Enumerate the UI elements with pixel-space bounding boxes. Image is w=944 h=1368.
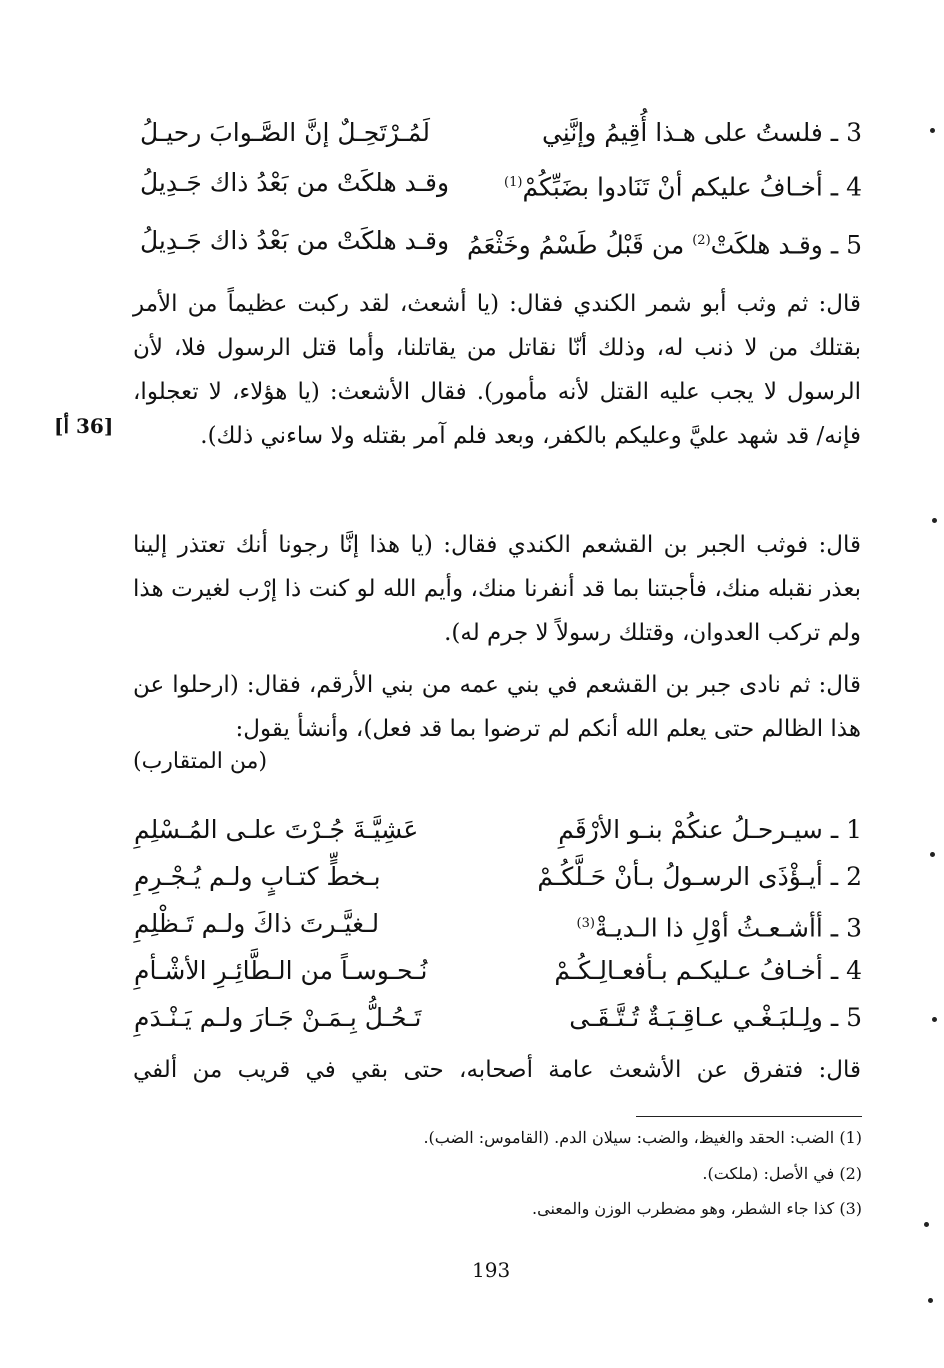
scan-speck (930, 852, 935, 857)
prose-paragraph: قال: فتفرق عن الأشعث عامة أصحابه، حتى بقي في قريب من ألفي (133, 1057, 861, 1083)
verse-second-hemistich: لـغيَّـرتَ ذاكَ ولـم تَـظْلِمِ (134, 909, 380, 938)
footnote-ref: (1) (504, 175, 523, 190)
footnote: (1) الضب: الحقد والغيظ، والضب: سيلان الدم. (القاموس: الضب). (423, 1128, 862, 1147)
verse-line (134, 852, 862, 902)
verse-first-hemistich: 4 ـ أخـافُ عليكم أنْ تَنَادوا بضَبِّكُمْ$^{(1)}$ (504, 172, 862, 202)
verse-line (134, 946, 862, 996)
verse-second-hemistich: بـخطٍّ كتـابٍ ولـم يُـجْـرِمِ (134, 862, 381, 891)
footnote-divider (636, 1116, 862, 1117)
verse-second-hemistich: عَشِيَّـةَ جُـرْتَ علـى المُـسْلِمِ (134, 815, 419, 844)
scan-speck (930, 128, 935, 133)
prose-paragraph: قال: فوثب الجبر بن القشعم الكندي فقال: (يا هذا إنَّا رجونا أنك تعتذر إلينا بعذر نقبله منك، فأجبتنا بما قد أنفرنا منك، وأيم الله لو كنت ذا إرْب لغيرت هذا ولم تركب العدوان، وقتلك رسولاً لا جرم له). (133, 532, 861, 646)
verse-line (140, 216, 862, 266)
verse-second-hemistich: لَمُـرْتَحِـلٌ إنَّ الصَّـوابَ رحيـلُ (140, 118, 430, 147)
prose-paragraph: قال: ثم نادى جبر بن القشعم في بني عمه من بني الأرقم، فقال: (ارحلوا عن هذا الظالم حتى يعلم الله أنكم لم ترضوا بما قد فعل)، وأنشأ يقول: (133, 672, 861, 742)
verse-second-hemistich: تَـحُـلُّ بِـمَـنْ جَـارَ ولـم يَـنْـدَمِ (134, 1003, 422, 1032)
footnote-ref: (2) (692, 233, 711, 248)
scan-speck (932, 1017, 937, 1022)
verse-first-hemistich: 3 ـ أأشـعـثُ أوْلِ ذا الـديـةْ$^{(3)}$ (576, 913, 862, 943)
verse-first-hemistich: 5 ـ ولِـلبَـغْـي عـاقِـبَـةٌ تُـتَّـقَـى (569, 1003, 862, 1032)
prose-paragraph: قال: ثم وثب أبو شمر الكندي فقال: (يا أشعث، لقد ركبت عظيماً من الأمر بقتلك من لا ذنب له، وذلك أنّا نقاتل من يقاتلنا، وأما قتل الرسول فلا، لأن الرسول لا يجب عليه القتل لأنه مأمور). فقال الأشعث: (يا هؤلاء، لا تعجلوا، فإنه/ قد شهد عليَّ وعليكم بالكفر، وبعد فلم آمر بقتله ولا ساءني ذلك). (133, 291, 861, 449)
verse-first-hemistich: 1 ـ سيـرحـلُ عنكُمْ بنـو الأرْقَمِ (558, 815, 862, 844)
page-number: 193 (472, 1258, 511, 1282)
scan-speck (932, 518, 937, 523)
footnote: (3) كذا جاء الشطر، وهو مضطرب الوزن والمعنى. (532, 1199, 862, 1218)
footnote: (2) في الأصل: (ملكت). (702, 1164, 862, 1183)
verse-line (134, 993, 862, 1043)
verse-first-hemistich: 3 ـ فلستُ على هـذا أُقِيمُ وإنَّنِي (541, 118, 862, 147)
footnote-ref: (3) (576, 916, 595, 931)
verse-line (134, 805, 862, 855)
poetic-meter-label: (من المتقارب) (133, 749, 268, 774)
verse-second-hemistich: نُـحـوسـاً من الـطَّائِـرِ الأشْـأمِ (134, 956, 428, 985)
verse-first-hemistich: 4 ـ أخـافُ عـليكـم بـأفعـالِـكُـمْ (554, 956, 862, 985)
verse-first-hemistich: 5 ـ وقـد هلكَتْ$^{(2)}$ من قَبْلُ طَسْمُ وخَثْعَمُ (466, 230, 862, 260)
verse-line (134, 899, 862, 949)
verse-second-hemistich: وقـد هلكَتْ من بَعْدُ ذاك جَـدِيلُ (140, 226, 450, 255)
verse-second-hemistich: وقـد هلكَتْ من بَعْدُ ذاك جَـدِيلُ (140, 168, 450, 197)
verse-line (140, 158, 862, 208)
verse-line (140, 108, 862, 158)
verse-first-hemistich: 2 ـ أيـؤْذَى الرسـولُ بـأنْ حَـلَّكُـمْ (537, 862, 862, 891)
scan-speck (924, 1222, 929, 1227)
scan-speck (928, 1298, 933, 1303)
manuscript-folio-marker: [36 أ] (54, 414, 114, 438)
